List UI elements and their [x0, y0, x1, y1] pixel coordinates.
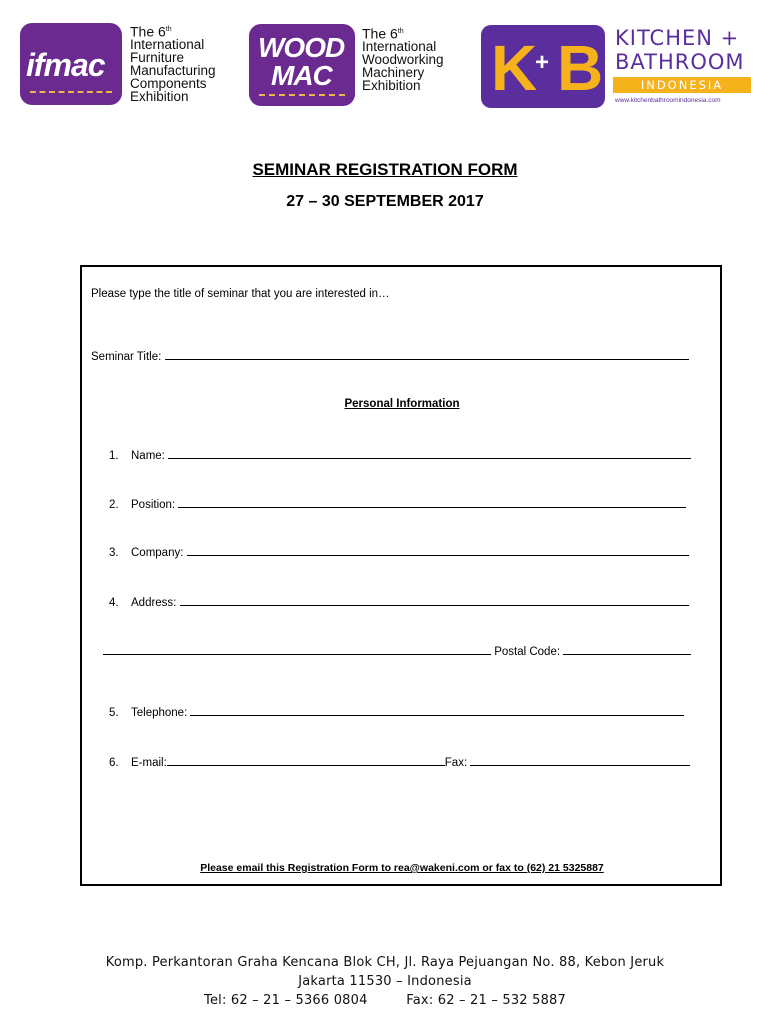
company-field[interactable] [187, 544, 689, 556]
address-label: Address: [131, 597, 177, 609]
email-field[interactable] [167, 754, 445, 766]
telephone-label: Telephone: [131, 707, 188, 719]
footer-address-line2: Jakarta 11530 – Indonesia [298, 974, 472, 989]
field-number: 5. [109, 707, 119, 719]
form-instruction: Please type the title of seminar that you are interested in… [91, 288, 390, 300]
seminar-title-row [91, 348, 689, 363]
kb-logo [481, 25, 605, 108]
kb-country-badge [613, 77, 751, 93]
woodmac-logo [249, 24, 355, 106]
field-number: 2. [109, 499, 119, 511]
kb-website: www.kitchenbathroomindonesia.com [615, 97, 721, 104]
woodmac-pattern [259, 94, 345, 102]
fax-label: Fax: [444, 757, 468, 769]
event-dates: 27 – 30 SEPTEMBER 2017 [286, 193, 484, 210]
kb-name-line1: KITCHEN + [615, 26, 740, 50]
seminar-title-label: Seminar Title: [91, 351, 162, 363]
kb-mark-left: K [491, 32, 538, 104]
footer-fax: Fax: 62 – 21 – 532 5887 [406, 993, 566, 1008]
telephone-field[interactable] [190, 704, 684, 716]
email-fax-row [109, 754, 690, 769]
address-row [109, 594, 689, 609]
kb-name-line2: BATHROOM [615, 50, 745, 74]
address-line2-row [103, 643, 691, 658]
footer-tel: Tel: 62 – 21 – 5366 0804 [204, 993, 368, 1008]
ifmac-caption: International Furniture Manufacturing Components Exhibition [130, 37, 216, 104]
postal-code-field[interactable] [563, 643, 691, 655]
seminar-title-field[interactable] [165, 348, 689, 360]
personal-info-heading: Personal Information [344, 398, 460, 410]
position-field[interactable] [178, 496, 686, 508]
name-field[interactable] [168, 447, 691, 459]
ifmac-edition: The 6th [130, 23, 172, 40]
field-number: 4. [109, 597, 119, 609]
postal-code-label: Postal Code: [494, 646, 561, 658]
email-label: E-mail: [131, 757, 167, 769]
kb-mark-plus: + [535, 49, 550, 76]
address-line2-field[interactable] [103, 643, 491, 655]
field-number: 3. [109, 547, 119, 559]
kb-country: INDONESIA [640, 78, 724, 92]
address-field[interactable] [180, 594, 689, 606]
footer-contacts [0, 993, 770, 1008]
ifmac-pattern [30, 91, 112, 99]
kb-mark-right: B [557, 32, 604, 104]
fax-field[interactable] [470, 754, 690, 766]
telephone-row [109, 704, 684, 719]
ifmac-brand: ifmac [26, 47, 105, 83]
name-label: Name: [131, 450, 165, 462]
woodmac-brand-top: WOOD [258, 32, 345, 63]
field-number: 1. [109, 450, 119, 462]
position-label: Position: [131, 499, 176, 511]
form-title: SEMINAR REGISTRATION FORM [252, 160, 518, 179]
name-row [109, 447, 691, 462]
company-label: Company: [131, 547, 184, 559]
submit-note: Please email this Registration Form to rea@wakeni.com or fax to (62) 21 5325887 [200, 862, 604, 874]
field-number: 6. [109, 757, 119, 769]
woodmac-brand-bottom: MAC [271, 60, 332, 91]
woodmac-caption: International Woodworking Machinery Exhibition [362, 39, 444, 93]
footer-address-line1: Komp. Perkantoran Graha Kencana Blok CH, Jl. Raya Pejuangan No. 88, Kebon Jeruk [105, 955, 665, 970]
position-row [109, 496, 686, 511]
ifmac-logo [20, 23, 122, 105]
woodmac-edition: The 6th [362, 25, 404, 42]
company-row [109, 544, 689, 559]
